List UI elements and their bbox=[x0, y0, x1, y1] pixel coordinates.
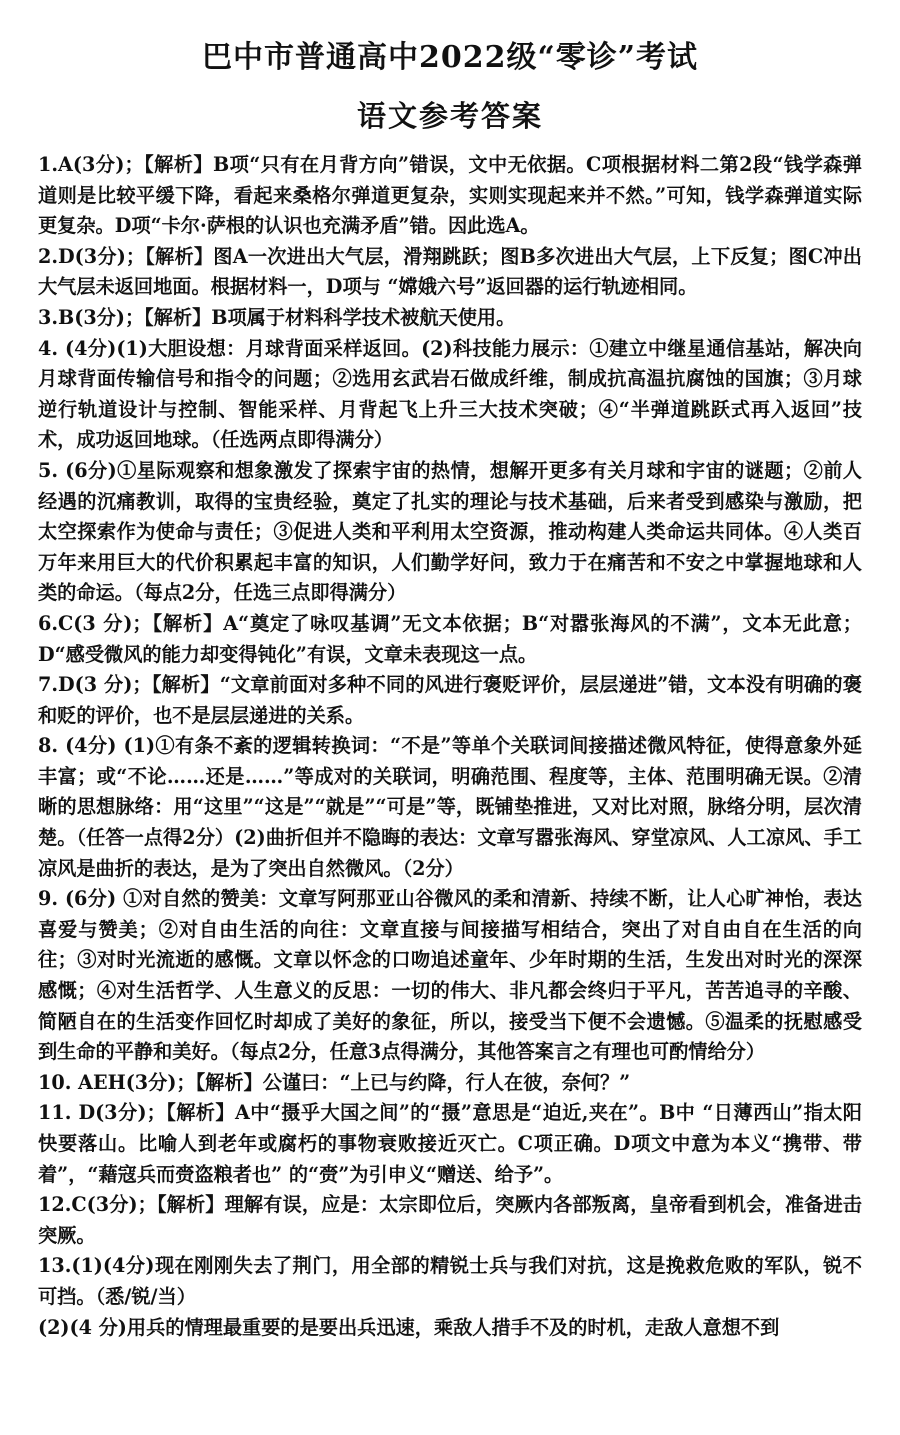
answer-item-11: 11. D(3分)；【解析】A中“摄乎大国之间”的“摄”意思是“迫近,夹在”。B中 “日薄西山”指太阳快要落山。比喻人到老年或腐朽的事物衰败接近灭亡。C项正确。D项文中意为本义“携带、带着”，“藉寇兵而赍盗粮者也” 的“赍”为引申义“赠送、给予”。 bbox=[38, 1101, 862, 1186]
answer-item-9: 9. (6分) ①对自然的赞美：文章写阿那亚山谷微风的柔和清新、持续不断，让人心旷神怡，表达喜爱与赞美；②对自由生活的向往：文章直接与间接描写相结合，突出了对自由自在生活的向往；③对时光流逝的感慨。文章以怀念的口吻追述童年、少年时期的生活，生发出对时光的深深感慨；④对生活哲学、人生意义的反思：一切的伟大、非凡都会终归于平凡，苦苦追寻的辛酸、简陋自在的生活变作回忆时却成了美好的象征，所以，接受当下便不会遗憾。⑤温柔的抚慰感受到生命的平静和美好。（每点2分，任意3点得满分，其他答案言之有理也可酌情给分） bbox=[38, 887, 862, 1064]
answer-item-3: 3.B(3分)；【解析】B项属于材料科学技术被航天使用。 bbox=[38, 305, 516, 329]
exam-title: 巴中市普通高中2022级“零诊”考试 bbox=[201, 40, 698, 75]
answer-item-12: 12.C(3分)；【解析】理解有误，应是：太宗即位后，突厥内各部叛离，皇帝看到机会，准备进击突厥。 bbox=[38, 1193, 862, 1247]
answer-item-6: 6.C(3 分)；【解析】A“奠定了咏叹基调”无文本依据；B“对嚣张海风的不满”，文本无此意；D“感受微风的能力却变得钝化”有误，文章未表现这一点。 bbox=[38, 611, 862, 666]
answer-list bbox=[38, 150, 862, 1343]
answer-item-13-1: 13.(1)(4分)现在刚刚失去了荆门，用全部的精锐士兵与我们对抗，这是挽救危败的军队，锐不可挡。（悉/锐/当） bbox=[38, 1254, 862, 1308]
answer-item-5: 5. (6分)①星际观察和想象激发了探索宇宙的热情，想解开更多有关月球和宇宙的谜题；②前人经遇的沉痛教训，取得的宝贵经验，奠定了扎实的理论与技术基础，后来者受到感染与激励，把太空探索作为使命与责任；③促进人类和平利用太空资源，推动构建人类命运共同体。④人类百万年来用巨大的代价积累起丰富的知识，人们勤学好问，致力于在痛苦和不安之中掌握地球和人类的命运。（每点2分，任选三点即得满分） bbox=[38, 458, 862, 605]
answer-item-13-2: (2)(4 分)用兵的情理最重要的是要出兵迅速，乘敌人措手不及的时机，走敌人意想不到 bbox=[38, 1315, 780, 1339]
answer-key-subtitle: 语文参考答案 bbox=[356, 99, 543, 133]
answer-item-4: 4. (4分)(1)大胆设想：月球背面采样返回。(2)科技能力展示：①建立中继星通信基站，解决向月球背面传输信号和指令的问题；②选用玄武岩石做成纤维，制成抗高温抗腐蚀的国旗；③月球逆行轨道设计与控制、智能采样、月背起飞上升三大技术突破；④“半弹道跳跃式再入返回”技术，成功返回地球。（任选两点即得满分） bbox=[38, 336, 862, 452]
answer-item-8: 8. (4分) (1)①有条不紊的逻辑转换词：“不是”等单个关联词间接描述微风特征，使得意象外延丰富；或“不论……还是……”等成对的关联词，明确范围、程度等，主体、范围明确无误。②清晰的思想脉络：用“这里”“这是”“就是”“可是”等，既铺垫推进，又对比对照，脉络分明，层次清楚。（任答一点得2分）(2)曲折但并不隐晦的表达：文章写嚣张海风、穿堂凉风、人工凉风、手工凉风是曲折的表达，是为了突出自然微风。（2分） bbox=[38, 734, 862, 880]
answer-item-7: 7.D(3 分)；【解析】“文章前面对多种不同的风进行褒贬评价，层层递进”错，文本没有明确的褒和贬的评价，也不是层层递进的关系。 bbox=[38, 673, 862, 727]
answer-item-2: 2.D(3分)；【解析】图A一次进出大气层，滑翔跳跃；图B多次进出大气层，上下反复；图C冲出大气层未返回地面。根据材料一，D项与 “嫦娥六号”返回器的运行轨迹相同。 bbox=[38, 244, 862, 299]
answer-item-10: 10. AEH(3分)；【解析】公谨曰：“上已与约降，行人在彼，奈何？” bbox=[38, 1070, 631, 1094]
answer-item-1: 1.A(3分)；【解析】B项“只有在月背方向”错误，文中无依据。C项根据材料二第2段“钱学森弹道则是比较平缓下降，看起来桑格尔弹道更复杂，实则实现起来并不然。”可知，钱学森弹道实际更复杂。D项“卡尔·萨根的认识也充满矛盾”错。因此选A。 bbox=[38, 153, 862, 238]
